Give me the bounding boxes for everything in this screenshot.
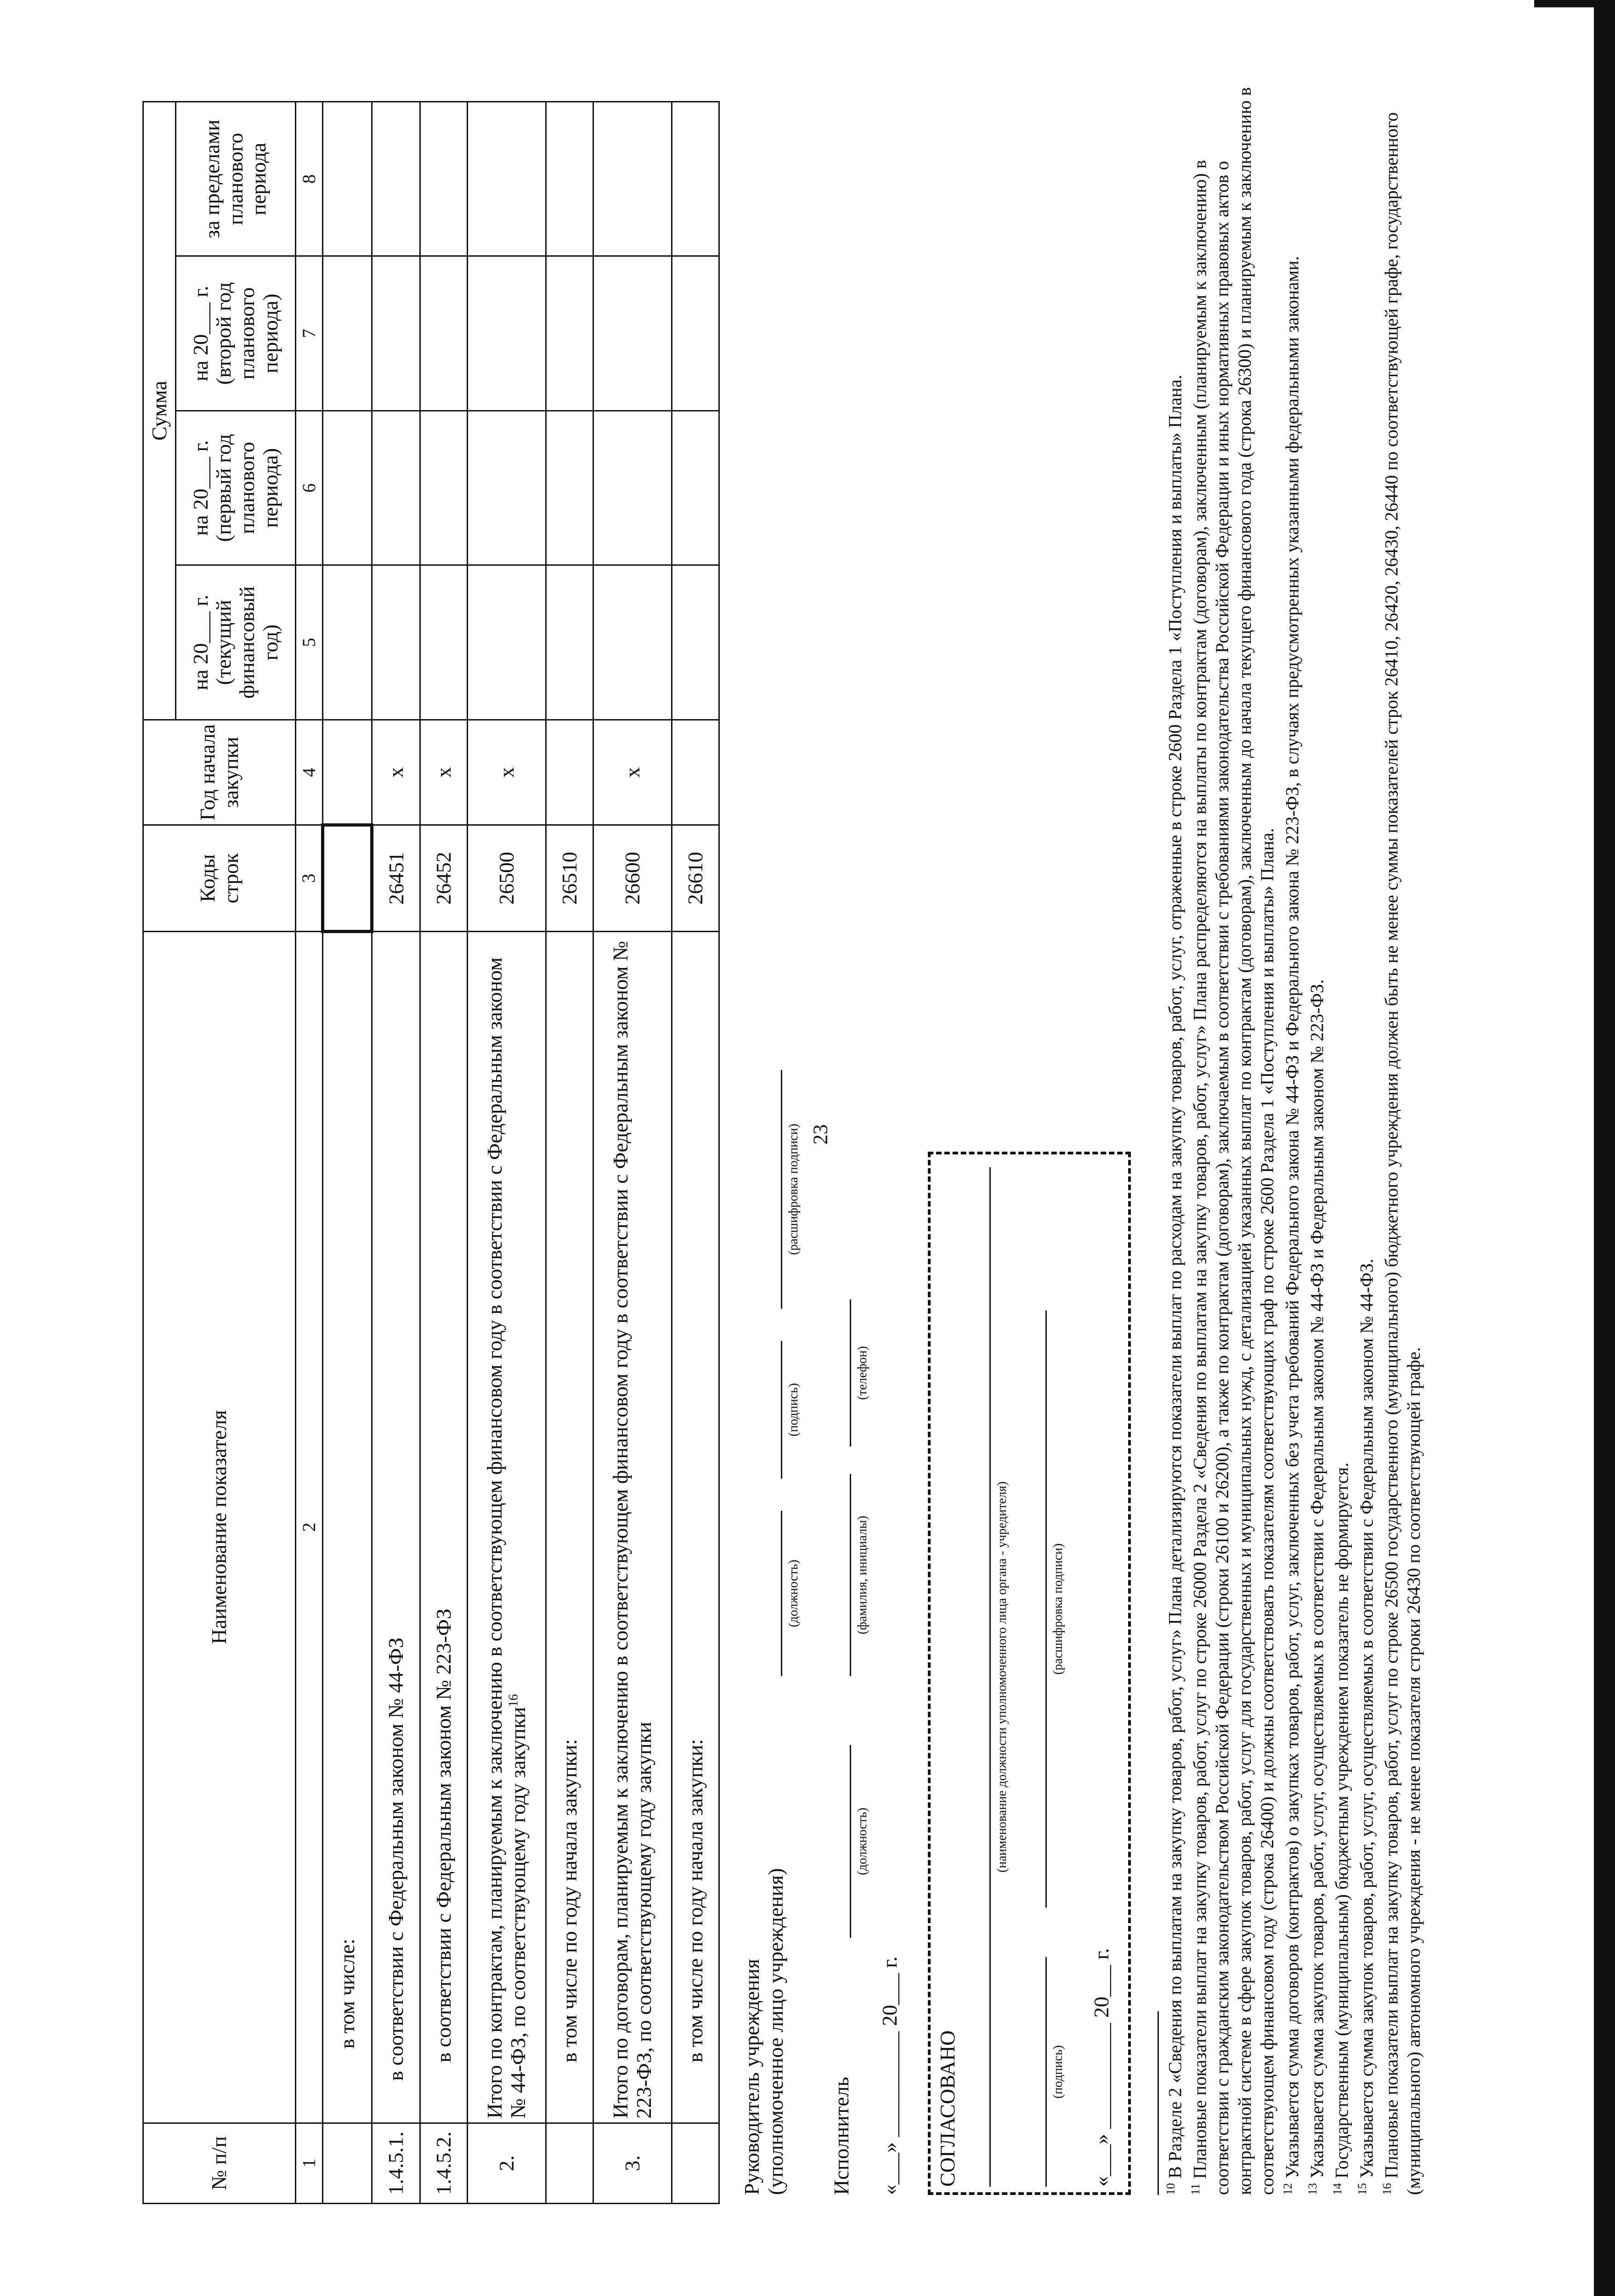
head-label: Руководитель учреждения xyxy=(740,1958,763,2195)
col-number: 1 xyxy=(296,2123,323,2203)
value-cell[interactable] xyxy=(420,411,468,565)
footnotes xyxy=(1158,73,1427,2195)
value-cell[interactable] xyxy=(372,102,420,256)
footnote-number: 15 xyxy=(1355,2183,1369,2195)
value-cell[interactable] xyxy=(420,565,468,720)
col-number: 8 xyxy=(296,102,323,256)
row-name: в том числе: xyxy=(323,931,372,2123)
footnote-item xyxy=(1281,73,1304,2195)
row-num: 3. xyxy=(593,2123,672,2203)
position-line[interactable] xyxy=(781,1511,782,1676)
value-cell[interactable] xyxy=(672,411,719,565)
footnote-number: 16 xyxy=(1380,2183,1394,2195)
value-cell[interactable] xyxy=(593,411,672,565)
header-year: Год начала закупки xyxy=(143,720,296,825)
col-number: 2 xyxy=(296,931,323,2123)
row-code: 26510 xyxy=(546,825,593,932)
date-line: «___» __________ 20___ г. xyxy=(878,1956,901,2195)
col-number: 7 xyxy=(296,256,323,411)
agreed-decoding-caption: (расшифровка подписи) xyxy=(1051,1543,1065,1675)
rotated-content xyxy=(55,55,1571,2250)
table-row xyxy=(468,102,546,2204)
value-cell[interactable] xyxy=(468,102,546,256)
value-cell[interactable] xyxy=(593,565,672,720)
table-row xyxy=(420,102,468,2204)
value-cell[interactable] xyxy=(372,256,420,411)
header-col7: на 20___ г. (второй год планового периода) xyxy=(176,256,296,411)
agreed-decoding-line[interactable] xyxy=(1045,1311,1047,1908)
agreed-date-line: «___» __________ 20___ г. xyxy=(1090,1948,1113,2187)
signature-caption: (подпись) xyxy=(786,1383,801,1437)
footnote-text: В Разделе 2 «Сведения по выплатам на закупку товаров, работ, услуг» Плана детализируются показатели выплат по расходам на закупку товаров, работ, услуг, отраженные в строке 2600 Раздела 1 «Поступления и выплаты» Плана. xyxy=(1164,375,1186,2178)
agreed-block xyxy=(928,1152,1131,2195)
value-cell[interactable] xyxy=(372,565,420,720)
row-code: 26600 xyxy=(593,825,672,932)
footnote-number: 11 xyxy=(1189,2183,1203,2195)
footnote-number: 14 xyxy=(1330,2183,1344,2195)
footnote-number: 12 xyxy=(1281,2183,1294,2195)
footnote-number: 13 xyxy=(1305,2183,1319,2195)
footnote-text: Плановые показатели выплат на закупку товаров, работ, услуг по строке 26000 Раздела 2 «Сведения по выплатам на закупку товаров, работ, услуг» Плана распределяются на выплаты по контрактам (договорам), заключенным (планируемым к заключению) в соответствии с гражданским законодательством Российской Федерации (строки 26100 и 26200), а также по контрактам (договорам), заключаемым в соответствии с требованиями законодательства Российской Федерации и иных нормативных правовых актов о контрактной системе в сфере закупок товаров, работ, услуг для государственных и муниципальных нужд, с детализацией указанных выплат по контрактам (договорам), заключенным до начала текущего финансового года (строка 26300) и планируемым к заключению в соответствующем финансовом году (строка 26400) и должны соответствовать показателям соответствующих граф по строке 2600 Раздела 1 «Поступления и выплаты» Плана. xyxy=(1189,87,1277,2195)
scan-edge xyxy=(1594,0,1615,2296)
table-row xyxy=(546,102,593,2204)
row-year: x xyxy=(468,720,546,825)
value-cell[interactable] xyxy=(672,256,719,411)
row-name: в соответствии с Федеральным законом № 44-ФЗ xyxy=(372,931,420,2123)
row-name-text: Итого по контрактам, планируемым к заключению в соответствующем финансовом году в соответствии с Федеральным законом № 44-ФЗ, по соответствующему году закупки xyxy=(483,957,530,2119)
executor-fio-line[interactable] xyxy=(850,1474,851,1676)
row-code: 26452 xyxy=(420,825,468,932)
row-num xyxy=(546,2123,593,2203)
header-name: Наименование показателя xyxy=(143,931,296,2123)
footnote-text: Указывается сумма закупок товаров, работ, услуг, осуществляемых в соответствии с Федеральным законом № 44-ФЗ и Федеральным законом № 223-ФЗ. xyxy=(1306,979,1327,2178)
position-caption: (должность) xyxy=(786,1559,801,1627)
row-num: 1.4.5.2. xyxy=(420,2123,468,2203)
row-name: в том числе по году начала закупки: xyxy=(672,931,719,2123)
footnote-item xyxy=(1380,73,1425,2195)
value-cell[interactable] xyxy=(593,102,672,256)
executor-fio-caption: (фамилия, инициалы) xyxy=(855,1515,870,1635)
table-row xyxy=(372,102,420,2204)
footnote-rule xyxy=(1158,2011,1159,2195)
footnote-text: Государственным (муниципальным) бюджетным учреждением показатель не формируется. xyxy=(1331,1463,1352,2178)
row-code: 26500 xyxy=(468,825,546,932)
row-name: в соответствии с Федеральным законом № 223-ФЗ xyxy=(420,931,468,2123)
head-label-sub: (уполномоченное лицо учреждения) xyxy=(764,1868,787,2195)
row-year xyxy=(546,720,593,825)
row-year xyxy=(672,720,719,825)
row-code xyxy=(323,825,372,932)
decoding-line[interactable] xyxy=(781,1070,782,1309)
row-code: 26451 xyxy=(372,825,420,932)
value-cell[interactable] xyxy=(593,256,672,411)
value-cell[interactable] xyxy=(323,565,372,720)
footnote-item xyxy=(1305,73,1328,2195)
footnote-text: Указывается сумма договоров (контрактов) о закупках товаров, работ, услуг, заключенных без учета требований Федерального закона № 44-ФЗ и Федерального закона № 223-ФЗ, в случаях предусмотренных указанными федеральными законами. xyxy=(1281,256,1302,2178)
value-cell[interactable] xyxy=(546,102,593,256)
row-year: x xyxy=(420,720,468,825)
footnote-item xyxy=(1163,73,1186,2195)
signature-line[interactable] xyxy=(781,1341,782,1479)
footnote-item xyxy=(1330,73,1353,2195)
value-cell[interactable] xyxy=(420,256,468,411)
row-year: x xyxy=(593,720,672,825)
agreed-title: СОГЛАСОВАНО xyxy=(936,2030,959,2187)
executor-position-line[interactable] xyxy=(850,1745,851,1938)
executor-label: Исполнитель xyxy=(830,2077,853,2195)
row-num xyxy=(323,2123,372,2203)
column-numbers-row xyxy=(296,102,323,2204)
value-cell[interactable] xyxy=(672,565,719,720)
col-number: 3 xyxy=(296,825,323,932)
row-year xyxy=(323,720,372,825)
value-cell[interactable] xyxy=(372,411,420,565)
footnote-number: 10 xyxy=(1164,2183,1177,2195)
value-cell[interactable] xyxy=(323,256,372,411)
header-sum: Сумма xyxy=(143,102,176,720)
value-cell[interactable] xyxy=(468,256,546,411)
value-cell[interactable] xyxy=(468,411,546,565)
table-row xyxy=(672,102,719,2204)
header-col6: на 20___ г. (первый год планового периода) xyxy=(176,411,296,565)
header-codes: Коды строк xyxy=(143,825,296,932)
value-cell[interactable] xyxy=(420,102,468,256)
header-num: № п/п xyxy=(143,2123,296,2203)
col-number: 4 xyxy=(296,720,323,825)
row-name xyxy=(468,931,546,2123)
agreed-signature-line[interactable] xyxy=(1045,1957,1047,2187)
row-num: 1.4.5.1. xyxy=(372,2123,420,2203)
value-cell[interactable] xyxy=(546,565,593,720)
executor-phone-line[interactable] xyxy=(850,1300,851,1446)
authority-line[interactable] xyxy=(989,1167,991,2187)
col-number: 5 xyxy=(296,565,323,720)
table-row xyxy=(323,102,372,2204)
header-col5: на 20___ г. (текущий финансовый год) xyxy=(176,565,296,720)
value-cell[interactable] xyxy=(672,102,719,256)
value-cell[interactable] xyxy=(323,102,372,256)
footnote-item xyxy=(1188,73,1279,2195)
decoding-caption: (расшифровка подписи) xyxy=(786,1124,801,1255)
footnote-ref: 16 xyxy=(506,1694,521,1707)
footnote-text: Указывается сумма закупок товаров, работ, услуг, осуществляемых в соответствии с Федеральным законом № 44-ФЗ. xyxy=(1356,1259,1377,2178)
scan-edge-top xyxy=(1534,0,1615,7)
footnote-text: Плановые показатели выплат на закупку товаров, работ, услуг по строке 26500 государственного (муниципального) бюджетного учреждения должен быть не менее суммы показателей строк 26410, 26420, 26430, 26440 по соответствующей графе, государственного (муниципального) автономного учреждения - не менее показателя строки 26430 по соответствующей графе. xyxy=(1381,112,1424,2195)
executor-phone-caption: (телефон) xyxy=(855,1346,870,1400)
header-col8: за пределами планового периода xyxy=(176,102,296,256)
value-cell[interactable] xyxy=(323,411,372,565)
row-year: x xyxy=(372,720,420,825)
row-code: 26610 xyxy=(672,825,719,932)
row-num: 2. xyxy=(468,2123,546,2203)
col-number: 6 xyxy=(296,411,323,565)
executor-position-caption: (должность) xyxy=(855,1807,870,1875)
table-row xyxy=(593,102,672,2204)
value-cell[interactable] xyxy=(468,565,546,720)
row-name: в том числе по году начала закупки: xyxy=(546,931,593,2123)
value-cell[interactable] xyxy=(546,256,593,411)
authority-caption: (наименование должности уполномоченного лица органа - учредителя) xyxy=(995,1481,1009,1873)
page-number: 23 xyxy=(809,1124,832,1145)
row-name: Итого по договорам, планируемым к заключению в соответствующем финансовом году в соответствии с Федеральным законом № 223-ФЗ, по соответствующему году закупки xyxy=(593,931,672,2123)
footnote-item xyxy=(1355,73,1378,2195)
value-cell[interactable] xyxy=(546,411,593,565)
purchases-table xyxy=(142,101,720,2204)
row-num xyxy=(672,2123,719,2203)
agreed-signature-caption: (подпись) xyxy=(1051,2045,1065,2099)
